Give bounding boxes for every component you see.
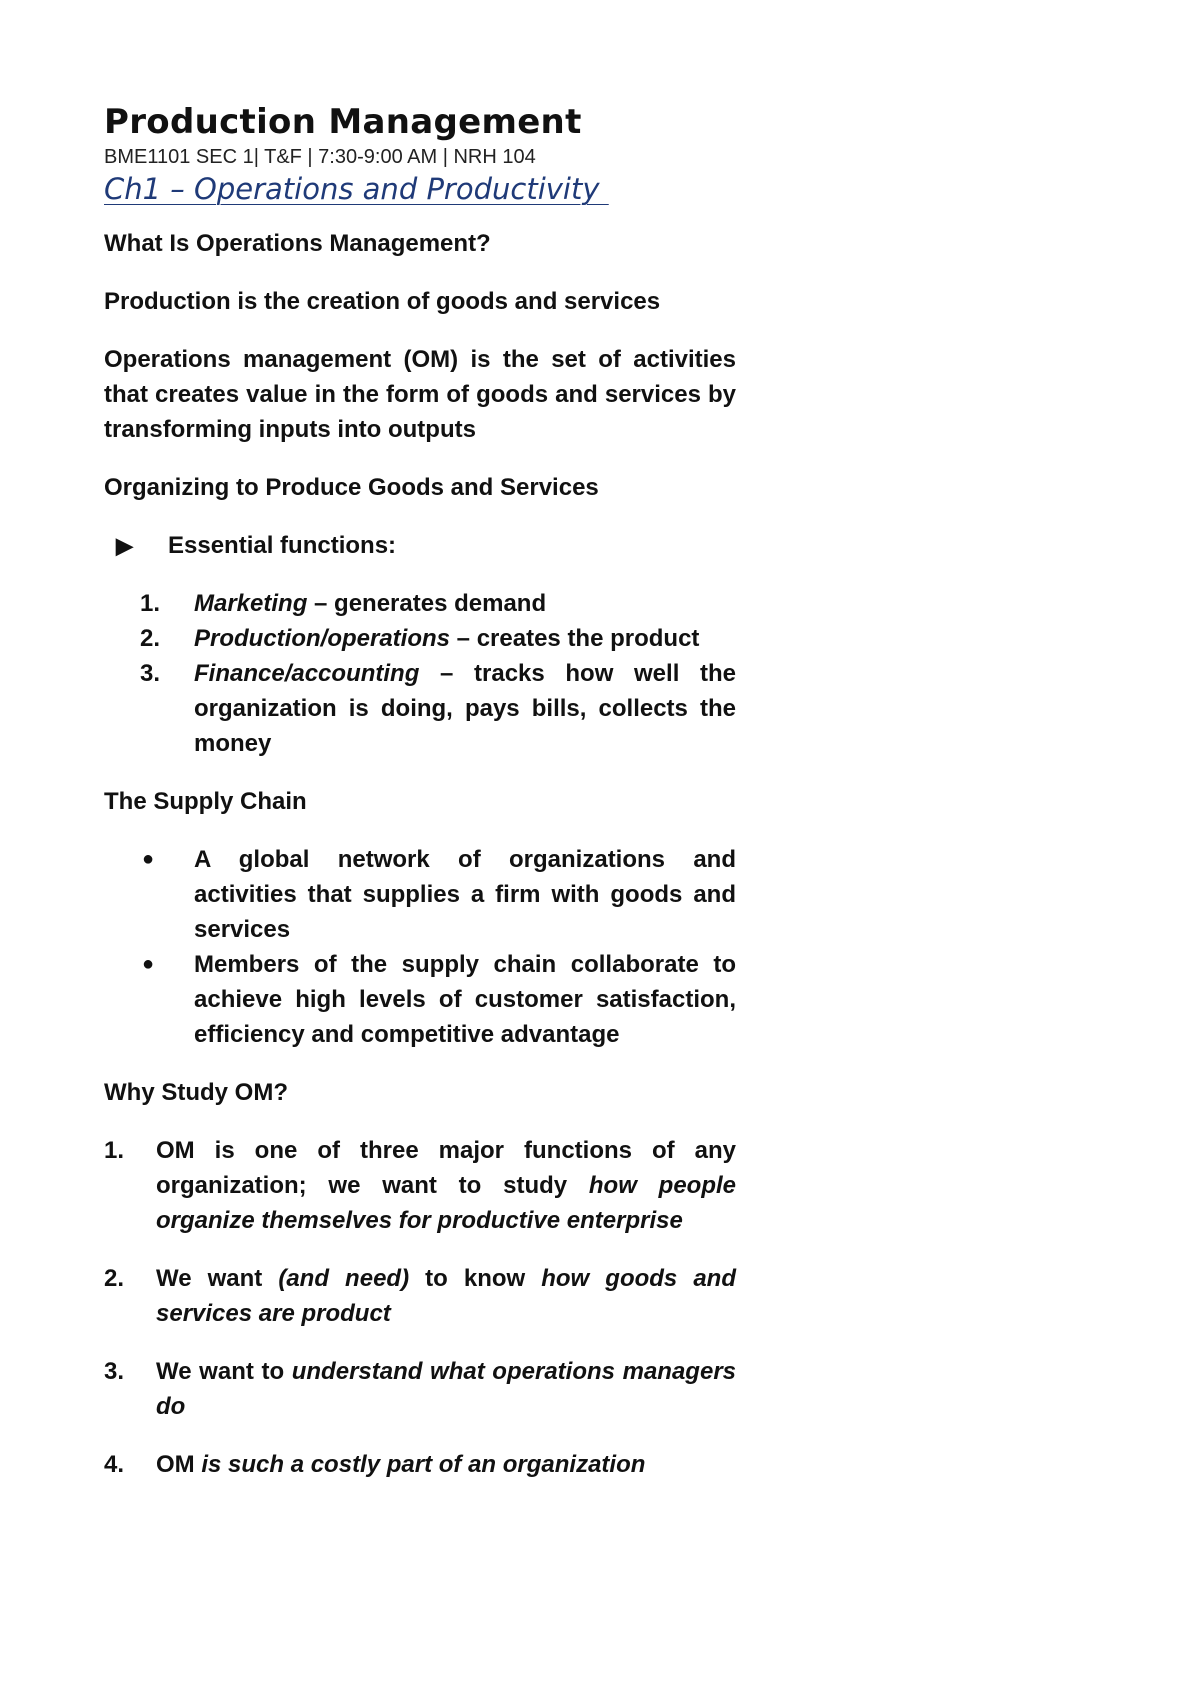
- list-text: [156, 1133, 736, 1238]
- functions-list: [104, 586, 736, 761]
- arrow-bullet-icon: ▶: [116, 533, 133, 558]
- supply-chain-list: [104, 842, 736, 1052]
- text-run: We want to: [156, 1358, 292, 1385]
- function-desc: – tracks how well the organization is doing, pays bills, collects the money: [194, 660, 736, 757]
- list-item: [104, 842, 736, 947]
- organizing-heading: Organizing to Produce Goods and Services: [104, 474, 599, 501]
- document-title: Production Management: [104, 102, 582, 142]
- list-number: 1.: [140, 590, 161, 617]
- text-run: We want: [156, 1265, 279, 1292]
- list-text: [156, 1261, 736, 1331]
- what-is-om-heading: What Is Operations Management?: [104, 230, 491, 257]
- function-desc: – creates the product: [450, 625, 700, 652]
- list-number: 3.: [104, 1358, 125, 1385]
- list-number: 3.: [140, 660, 161, 687]
- why-study-list: [104, 1133, 736, 1482]
- italic-run: understand what operations managers do: [156, 1358, 737, 1420]
- list-text: Members of the supply chain collaborate to achieve high levels of customer satisfaction, efficiency and competitive advantage: [194, 951, 736, 1048]
- list-item: [104, 1447, 736, 1482]
- chapter-heading: Ch1 – Operations and Productivity: [104, 172, 609, 206]
- italic-run: how goods and services are product: [156, 1265, 736, 1327]
- function-term: Production/operations: [194, 625, 451, 652]
- italic-run: how people organize themselves for productive enterprise: [156, 1172, 736, 1234]
- course-meta: BME1101 SEC 1| T&F | 7:30-9:00 AM | NRH 104: [104, 146, 536, 168]
- list-item: [104, 947, 736, 1052]
- function-term: Marketing: [194, 590, 308, 617]
- list-text: [194, 656, 736, 761]
- function-term: Finance/accounting: [194, 660, 420, 687]
- text-run: OM is one of three major functions of any organization; we want to study: [156, 1137, 736, 1199]
- document-body: [104, 100, 736, 1505]
- list-number: 2.: [140, 625, 161, 652]
- list-number: 1.: [104, 1137, 125, 1164]
- essential-functions-line: [104, 528, 736, 563]
- list-text: [194, 621, 736, 656]
- list-text: [156, 1354, 736, 1424]
- list-item: [104, 1133, 736, 1238]
- production-definition: Production is the creation of goods and services: [104, 288, 661, 315]
- list-number: 2.: [104, 1265, 125, 1292]
- list-item: [104, 1261, 736, 1331]
- essential-functions-label: Essential functions:: [168, 532, 397, 559]
- function-desc: – generates demand: [307, 590, 547, 617]
- bullet-icon: ●: [142, 953, 155, 975]
- list-text: [194, 586, 736, 621]
- italic-run: is such a costly part of an organization: [201, 1451, 646, 1478]
- om-definition: Operations management (OM) is the set of activities that creates value in the form of goods and services by transforming inputs into outputs: [104, 346, 736, 443]
- text-run: to know: [409, 1265, 542, 1292]
- list-item: [104, 586, 736, 621]
- list-item: [104, 1354, 736, 1424]
- why-study-heading: Why Study OM?: [104, 1079, 288, 1106]
- italic-run: (and need): [278, 1265, 410, 1292]
- list-number: 4.: [104, 1451, 125, 1478]
- bullet-icon: ●: [142, 848, 155, 870]
- list-item: [104, 621, 736, 656]
- list-text: A global network of organizations and activities that supplies a firm with goods and services: [194, 846, 736, 943]
- list-text: [156, 1447, 736, 1482]
- list-item: [104, 656, 736, 761]
- supply-chain-heading: The Supply Chain: [104, 788, 307, 815]
- text-run: OM: [156, 1451, 202, 1478]
